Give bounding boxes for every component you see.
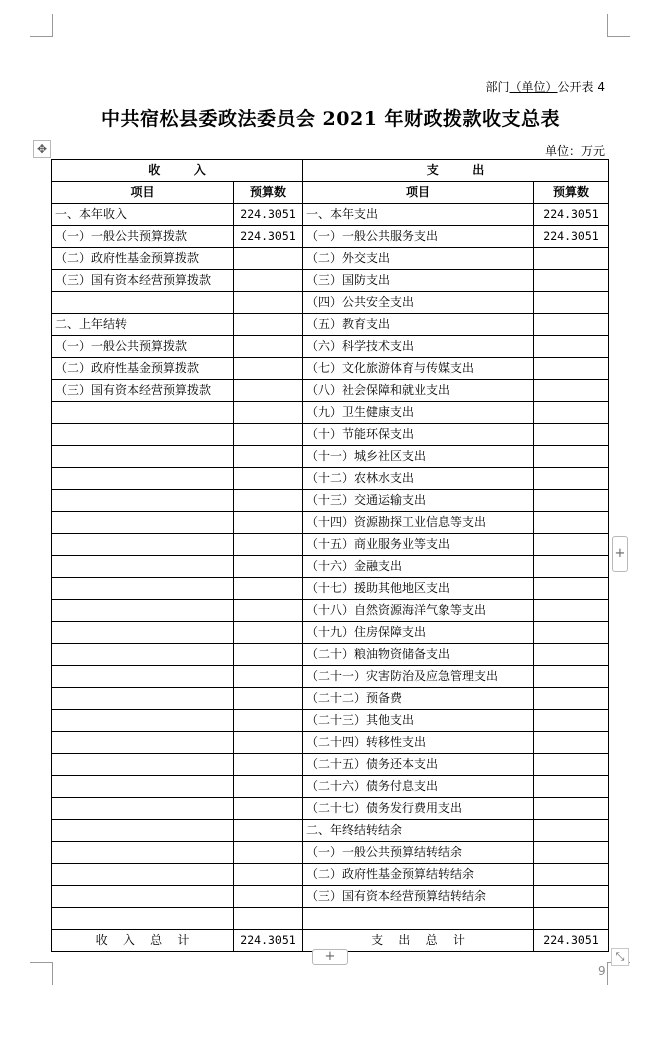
expense-amount-cell[interactable] (534, 842, 609, 864)
table-row (52, 248, 609, 270)
expense-item-cell[interactable]: （一）一般公共预算结转结余 (303, 842, 534, 864)
expense-item-cell[interactable]: （二十七）债务发行费用支出 (303, 798, 534, 820)
income-item-cell[interactable] (52, 446, 234, 468)
expense-amount-cell[interactable]: 224.3051 (534, 226, 609, 248)
expense-amount-cell[interactable] (534, 754, 609, 776)
table-row (52, 842, 609, 864)
expense-amount-cell[interactable] (534, 292, 609, 314)
expense-amount-cell[interactable] (534, 534, 609, 556)
expense-amount-cell[interactable] (534, 380, 609, 402)
table-row (52, 226, 609, 248)
expense-total-amount[interactable]: 224.3051 (534, 930, 609, 952)
expense-item-cell[interactable]: （十六）金融支出 (303, 556, 534, 578)
expense-item-cell[interactable]: （十四）资源勘探工业信息等支出 (303, 512, 534, 534)
doc-code-prefix: 部门 (485, 80, 510, 94)
expense-amount-cell[interactable] (534, 710, 609, 732)
expense-item-cell[interactable]: （三）国防支出 (303, 270, 534, 292)
income-item-cell[interactable]: （三）国有资本经营预算拨款 (52, 380, 234, 402)
expense-amount-cell[interactable] (534, 886, 609, 908)
expense-header: 支 出 (303, 160, 609, 182)
income-amount-cell[interactable] (234, 468, 303, 490)
expense-amount-cell[interactable] (534, 490, 609, 512)
expense-amount-cell[interactable] (534, 820, 609, 842)
income-amount-cell[interactable] (234, 270, 303, 292)
income-item-cell[interactable] (52, 710, 234, 732)
income-item-cell[interactable] (52, 402, 234, 424)
expense-budget-header: 预算数 (534, 182, 609, 204)
doc-code-unit: （单位） (509, 80, 558, 94)
expense-item-cell[interactable]: （一）一般公共服务支出 (303, 226, 534, 248)
table-row (52, 402, 609, 424)
income-item-cell[interactable] (52, 908, 234, 930)
expense-amount-cell[interactable] (534, 402, 609, 424)
income-amount-cell[interactable] (234, 644, 303, 666)
page-corner-mark (30, 962, 53, 985)
income-amount-cell[interactable] (234, 358, 303, 380)
income-item-cell[interactable]: （二）政府性基金预算拨款 (52, 358, 234, 380)
table-row (52, 446, 609, 468)
income-item-cell[interactable] (52, 864, 234, 886)
income-item-cell[interactable] (52, 644, 234, 666)
expense-amount-cell[interactable] (534, 578, 609, 600)
table-row (52, 864, 609, 886)
expense-amount-cell[interactable] (534, 644, 609, 666)
income-item-cell[interactable] (52, 732, 234, 754)
expense-item-cell[interactable]: 一、本年支出 (303, 204, 534, 226)
income-item-cell[interactable]: 二、上年结转 (52, 314, 234, 336)
expense-total-label[interactable]: 支 出 总 计 (303, 930, 534, 952)
income-amount-cell[interactable] (234, 666, 303, 688)
income-amount-cell[interactable] (234, 864, 303, 886)
income-item-cell[interactable] (52, 886, 234, 908)
expense-item-cell[interactable]: （二十五）债务还本支出 (303, 754, 534, 776)
income-amount-cell[interactable] (234, 490, 303, 512)
table-row (52, 358, 609, 380)
income-amount-cell[interactable] (234, 908, 303, 930)
expense-amount-cell[interactable] (534, 688, 609, 710)
page-title: 中共宿松县委政法委员会 2021 年财政拨款收支总表 (100, 108, 561, 130)
table-row (52, 468, 609, 490)
expense-amount-cell[interactable]: 224.3051 (534, 204, 609, 226)
table-row (52, 292, 609, 314)
income-amount-cell[interactable] (234, 886, 303, 908)
expense-item-cell[interactable] (303, 908, 534, 930)
table-row (52, 798, 609, 820)
table-row (52, 556, 609, 578)
doc-code-suffix: 公开表 4 (557, 80, 605, 94)
expense-amount-cell[interactable] (534, 358, 609, 380)
income-item-cell[interactable] (52, 842, 234, 864)
expense-amount-cell[interactable] (534, 600, 609, 622)
expense-item-cell[interactable]: （十七）援助其他地区支出 (303, 578, 534, 600)
page-corner-mark (30, 14, 53, 37)
expense-amount-cell[interactable] (534, 424, 609, 446)
expense-item-cell[interactable]: 二、年终结转结余 (303, 820, 534, 842)
table-row (52, 732, 609, 754)
income-amount-cell[interactable] (234, 248, 303, 270)
expense-item-cell[interactable]: （八）社会保障和就业支出 (303, 380, 534, 402)
expense-item-cell[interactable]: （六）科学技术支出 (303, 336, 534, 358)
table-row (52, 666, 609, 688)
expense-amount-cell[interactable] (534, 622, 609, 644)
income-item-cell[interactable] (52, 512, 234, 534)
expense-amount-cell[interactable] (534, 336, 609, 358)
income-amount-cell[interactable] (234, 336, 303, 358)
income-amount-cell[interactable] (234, 424, 303, 446)
income-amount-cell[interactable] (234, 556, 303, 578)
expense-item-cell[interactable]: （二十六）债务付息支出 (303, 776, 534, 798)
table-row (52, 600, 609, 622)
table-row (52, 622, 609, 644)
expense-item-cell[interactable]: （二十一）灾害防治及应急管理支出 (303, 666, 534, 688)
income-item-cell[interactable] (52, 600, 234, 622)
income-item-cell[interactable] (52, 424, 234, 446)
table-row (52, 820, 609, 842)
income-item-cell[interactable] (52, 688, 234, 710)
expense-amount-cell[interactable] (534, 314, 609, 336)
table-row (52, 270, 609, 292)
table-row (52, 314, 609, 336)
table-row (52, 424, 609, 446)
income-header: 收 入 (52, 160, 303, 182)
table-row (52, 776, 609, 798)
income-amount-cell[interactable] (234, 314, 303, 336)
expense-item-cell[interactable]: （四）公共安全支出 (303, 292, 534, 314)
expense-item-cell[interactable]: （二十）粮油物资储备支出 (303, 644, 534, 666)
income-item-cell[interactable]: （一）一般公共预算拨款 (52, 226, 234, 248)
table-row (52, 336, 609, 358)
income-item-cell[interactable]: （一）一般公共预算拨款 (52, 336, 234, 358)
column-header-row (52, 182, 609, 204)
expense-amount-cell[interactable] (534, 908, 609, 930)
income-amount-cell[interactable] (234, 776, 303, 798)
income-amount-cell[interactable] (234, 798, 303, 820)
expense-item-cell[interactable]: （九）卫生健康支出 (303, 402, 534, 424)
expense-amount-cell[interactable] (534, 666, 609, 688)
section-header-row (52, 160, 609, 182)
table-row (52, 204, 609, 226)
table-row (52, 512, 609, 534)
table-row (52, 688, 609, 710)
expense-item-cell[interactable]: （二十二）预备费 (303, 688, 534, 710)
page-number: 9 (598, 964, 606, 978)
resize-icon[interactable]: ⤡ (611, 948, 629, 966)
table-row (52, 578, 609, 600)
income-amount-cell[interactable] (234, 292, 303, 314)
income-item-cell[interactable]: （三）国有资本经营预算拨款 (52, 270, 234, 292)
expense-amount-cell[interactable] (534, 512, 609, 534)
income-amount-cell[interactable] (234, 732, 303, 754)
income-total-label[interactable]: 收 入 总 计 (52, 930, 234, 952)
expense-item-cell[interactable]: （十一）城乡社区支出 (303, 446, 534, 468)
expense-item-cell[interactable]: （十八）自然资源海洋气象等支出 (303, 600, 534, 622)
expense-item-cell[interactable]: （十九）住房保障支出 (303, 622, 534, 644)
expense-amount-cell[interactable] (534, 446, 609, 468)
income-item-cell[interactable] (52, 776, 234, 798)
expense-item-cell[interactable]: （五）教育支出 (303, 314, 534, 336)
table-row (52, 534, 609, 556)
expense-amount-cell[interactable] (534, 248, 609, 270)
expense-amount-cell[interactable] (534, 776, 609, 798)
expense-item-cell[interactable]: （二）外交支出 (303, 248, 534, 270)
expense-item-cell[interactable]: （十）节能环保支出 (303, 424, 534, 446)
table-row (52, 490, 609, 512)
add-column-button[interactable]: + (612, 536, 628, 572)
document-code (486, 78, 605, 95)
expense-amount-cell[interactable] (534, 556, 609, 578)
income-amount-cell[interactable] (234, 380, 303, 402)
expense-item-cell[interactable]: （十二）农林水支出 (303, 468, 534, 490)
expense-amount-cell[interactable] (534, 864, 609, 886)
income-amount-cell[interactable] (234, 402, 303, 424)
income-amount-cell[interactable] (234, 622, 303, 644)
budget-table (51, 159, 609, 952)
expense-item-cell[interactable]: （十五）商业服务业等支出 (303, 534, 534, 556)
income-item-cell[interactable]: 一、本年收入 (52, 204, 234, 226)
income-amount-cell[interactable] (234, 578, 303, 600)
income-amount-cell[interactable] (234, 512, 303, 534)
income-item-cell[interactable] (52, 468, 234, 490)
expense-amount-cell[interactable] (534, 468, 609, 490)
income-amount-cell[interactable] (234, 534, 303, 556)
income-item-cell[interactable] (52, 292, 234, 314)
expense-item-header: 项目 (303, 182, 534, 204)
expense-amount-cell[interactable] (534, 270, 609, 292)
page-corner-mark (607, 14, 630, 37)
expense-item-cell[interactable]: （七）文化旅游体育与传媒支出 (303, 358, 534, 380)
income-item-cell[interactable] (52, 622, 234, 644)
income-item-cell[interactable] (52, 534, 234, 556)
income-amount-cell[interactable] (234, 688, 303, 710)
income-item-cell[interactable] (52, 754, 234, 776)
income-item-cell[interactable] (52, 578, 234, 600)
income-amount-cell[interactable] (234, 842, 303, 864)
income-item-cell[interactable] (52, 820, 234, 842)
income-item-cell[interactable] (52, 798, 234, 820)
expense-item-cell[interactable]: （三）国有资本经营预算结转结余 (303, 886, 534, 908)
expense-item-cell[interactable]: （十三）交通运输支出 (303, 490, 534, 512)
expense-amount-cell[interactable] (534, 732, 609, 754)
income-item-cell[interactable] (52, 490, 234, 512)
income-amount-cell[interactable] (234, 710, 303, 732)
income-item-cell[interactable] (52, 556, 234, 578)
table-row (52, 886, 609, 908)
expense-amount-cell[interactable] (534, 798, 609, 820)
income-item-cell[interactable]: （二）政府性基金预算拨款 (52, 248, 234, 270)
income-amount-cell[interactable] (234, 754, 303, 776)
table-row (52, 644, 609, 666)
expense-item-cell[interactable]: （二十三）其他支出 (303, 710, 534, 732)
table-row (52, 380, 609, 402)
income-amount-cell[interactable] (234, 600, 303, 622)
table-row (52, 754, 609, 776)
add-row-button[interactable]: + (312, 949, 348, 965)
income-amount-cell[interactable] (234, 820, 303, 842)
income-total-amount[interactable]: 224.3051 (234, 930, 303, 952)
table-row (52, 710, 609, 732)
expense-item-cell[interactable]: （二）政府性基金预算结转结余 (303, 864, 534, 886)
income-item-cell[interactable] (52, 666, 234, 688)
table-row (52, 908, 609, 930)
income-item-header: 项目 (52, 182, 234, 204)
income-amount-cell[interactable] (234, 446, 303, 468)
expense-item-cell[interactable]: （二十四）转移性支出 (303, 732, 534, 754)
move-icon[interactable]: ✥ (33, 140, 51, 158)
income-budget-header: 预算数 (234, 182, 303, 204)
unit-label: 单位：万元 (544, 144, 605, 158)
income-amount-cell[interactable]: 224.3051 (234, 204, 303, 226)
income-amount-cell[interactable]: 224.3051 (234, 226, 303, 248)
